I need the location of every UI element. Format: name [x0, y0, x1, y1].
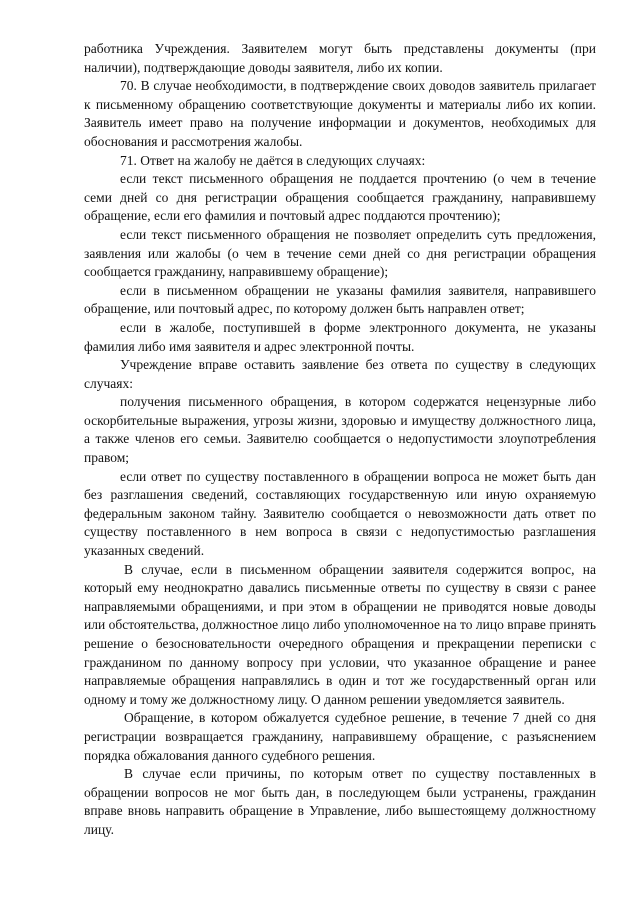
paragraph-continuation: работника Учреждения. Заявителем могут быть представлены документы (при наличии), подтверждающие доводы заявителя, либо их копии. [84, 41, 596, 75]
list-item-electronic-complaint: если в жалобе, поступившей в форме электронного документа, не указаны фамилия либо имя заявителя и адрес электронной почты. [84, 319, 596, 354]
list-item-state-secret: если ответ по существу поставленного в обращении вопроса не может быть дан без разглашения сведений, составляющих государственную или иную охраняемую федеральным законом тайну. Заявителю сообщается о невозможности дать ответ по существу поставленного в нем вопроса в связи с недопустимостью разглашения указанных сведений. [84, 468, 596, 559]
paragraph-repeated-appeals: В случае, если в письменном обращении заявителя содержится вопрос, на который ему неоднократно давались письменные ответы по существу в связи с ранее направляемыми обращениями, и при этом в обращении не приводятся новые доводы или обстоятельства, должностное лицо либо уполномоченное на то лицо вправе принять решение о безосновательности очередного обращения и прекращении переписки с гражданином по данному вопросу при условии, что указанное обращение и ранее направляемые обращения направлялись в один и тот же государственный орган или одному и тому же должностному лицу. О данном решении уведомляется заявитель. [84, 561, 596, 707]
paragraph-institution-right: Учреждение вправе оставить заявление без ответа по существу в следующих случаях: [84, 357, 596, 391]
list-item-offensive-content: получения письменного обращения, в котором содержатся нецензурные либо оскорбительные выражения, угрозы жизни, здоровью и имуществу должностного лица, а также членов его семьи. Заявителю сообщается о недопустимости злоупотребления правом; [84, 394, 596, 466]
paragraph-70: 70. В случае необходимости, в подтверждение своих доводов заявитель прилагает к письменному обращению соответствующие документы и материалы либо их копии. Заявитель имеет право на получение информации и документов, необходимых для обоснования и рассмотрения жалобы. [84, 78, 596, 149]
paragraph-court-decision: Обращение, в котором обжалуется судебное решение, в течение 7 дней со дня регистрации возвращается гражданину, направившему обращение, с разъяснением порядка обжалования данного судебного решения. [84, 710, 596, 763]
list-item-unreadable-text: если текст письменного обращения не поддается прочтению (о чем в течение семи дней со дня регистрации обращения сообщается гражданину, направившему обращение, если его фамилия и почтовый адрес поддаются прочтению); [84, 171, 596, 224]
list-item-no-name-or-address: если в письменном обращении не указаны фамилия заявителя, направившего обращение, или почтовый адрес, по которому должен быть направлен ответ; [84, 282, 596, 317]
list-item-undefined-essence: если текст письменного обращения не позволяет определить суть предложения, заявления или жалобы (о чем в течение семи дней со дня регистрации обращения сообщается гражданину, направившему обращение); [84, 226, 596, 280]
paragraph-71: 71. Ответ на жалобу не даётся в следующих случаях: [120, 152, 426, 168]
document-page [84, 40, 596, 840]
paragraph-reasons-eliminated: В случае если причины, по которым ответ по существу поставленных в обращении вопросов не мог быть дан, в последующем были устранены, гражданин вправе вновь направить обращение в Управление, либо вышестоящему должностному лицу. [84, 766, 596, 837]
